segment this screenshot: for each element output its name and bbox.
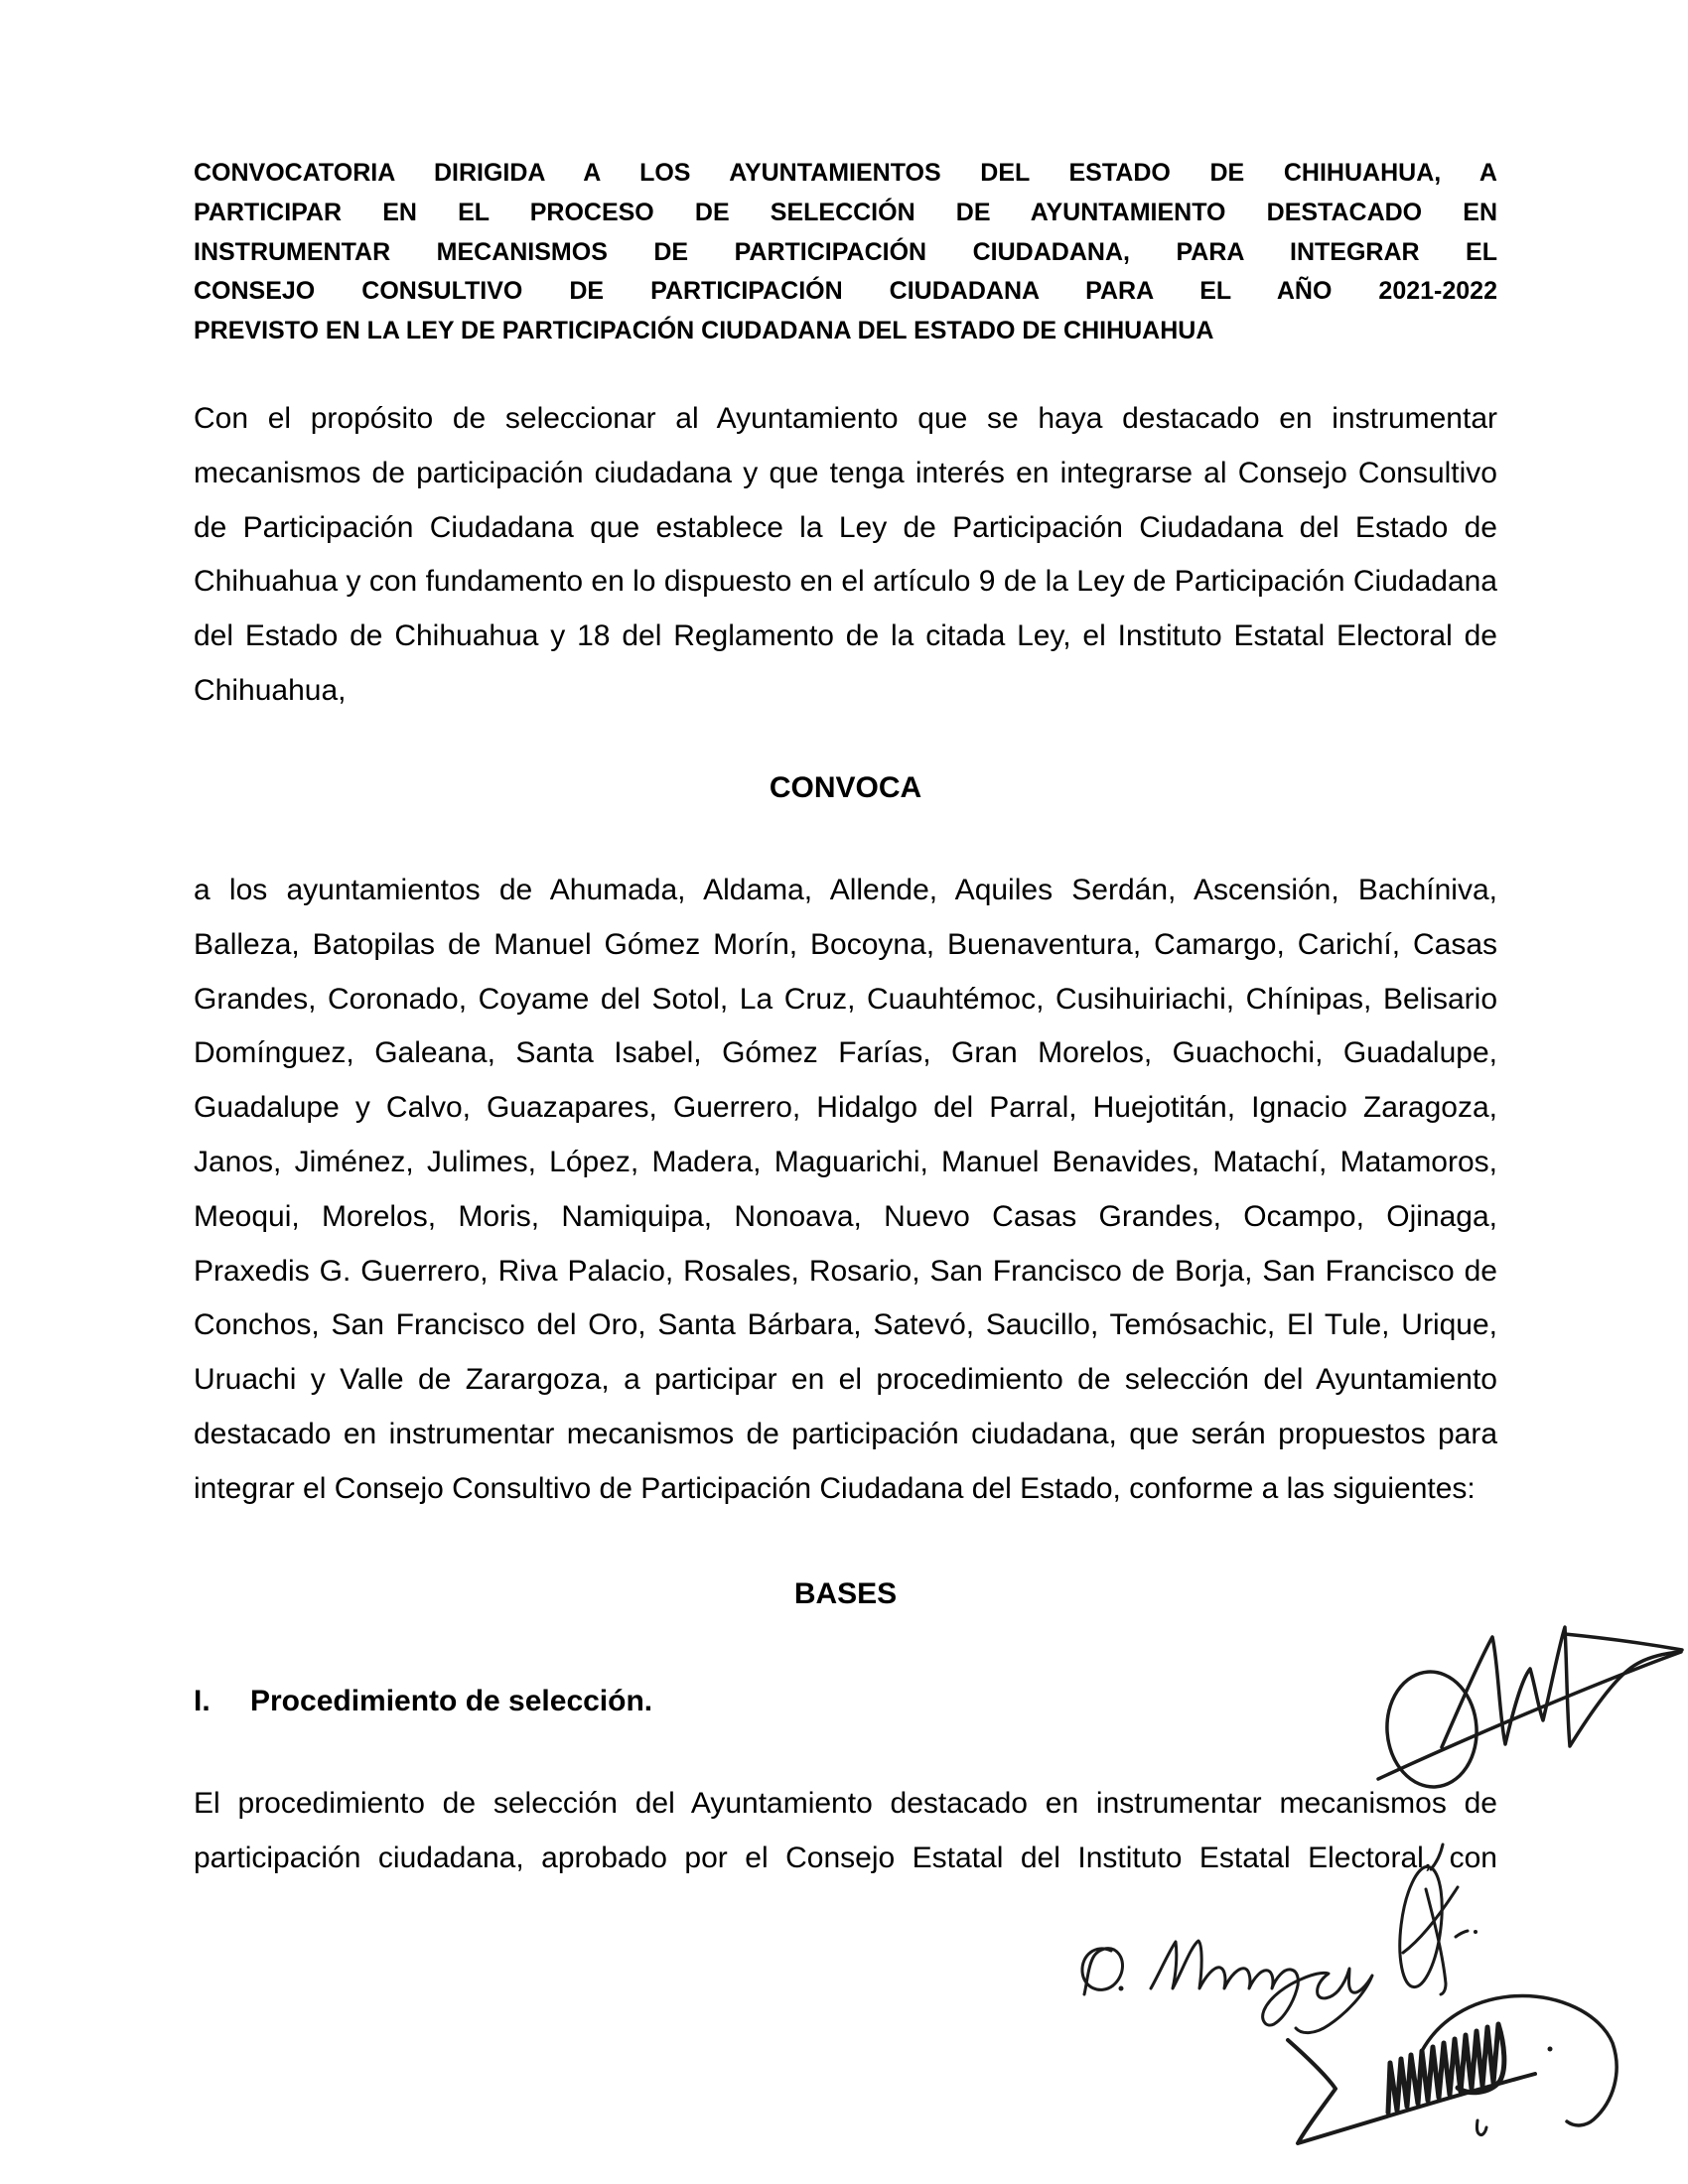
paragraph-line: Chihuahua, — [194, 673, 347, 707]
bases-heading: BASES — [793, 1577, 898, 1610]
paragraph-line: mecanismos de participación ciudadana y que tenga interés en integrarse al Consejo Consultivo — [194, 456, 1497, 489]
paragraph-line: Meoqui, Morelos, Moris, Namiquipa, Nonoava, Nuevo Casas Grandes, Ocampo, Ojinaga, — [194, 1199, 1497, 1233]
paragraph-line: Balleza, Batopilas de Manuel Gómez Morín, Bocoyna, Buenaventura, Camargo, Carichí, Casas — [194, 927, 1497, 961]
convoca-heading: CONVOCA — [769, 771, 922, 804]
title-line: PARTICIPAR EN EL PROCESO DE SELECCIÓN DE AYUNTAMIENTO DESTACADO EN — [194, 198, 1497, 226]
signature-rubric-bottom — [1288, 1996, 1617, 2143]
intro-paragraph — [194, 392, 1497, 719]
paragraph-line: de Participación Ciudadana que establece la Ley de Participación Ciudadana del Estado de — [194, 510, 1497, 544]
paragraph-line: El procedimiento de selección del Ayuntamiento destacado en instrumentar mecanismos de — [194, 1787, 1497, 1820]
title-line: CONSEJO CONSULTIVO DE PARTICIPACIÓN CIUDADANA PARA EL AÑO 2021-2022 — [194, 277, 1497, 306]
section-heading — [194, 1682, 1497, 1721]
paragraph-line: destacado en instrumentar mecanismos de participación ciudadana, que serán propuestos para — [194, 1417, 1497, 1450]
document-title — [194, 154, 1497, 351]
signature-handwritten-name — [1082, 1941, 1372, 2033]
paragraph-line: Chihuahua y con fundamento en lo dispuesto en el artículo 9 de la Ley de Participación Ciudadana — [194, 565, 1497, 599]
title-line: INSTRUMENTAR MECANISMOS DE PARTICIPACIÓN CIUDADANA, PARA INTEGRAR EL — [194, 237, 1497, 266]
paragraph-line: integrar el Consejo Consultivo de Participación Ciudadana del Estado, conforme a las siguientes: — [194, 1471, 1476, 1505]
title-line: PREVISTO EN LA LEY DE PARTICIPACIÓN CIUDADANA DEL ESTADO DE CHIHUAHUA — [194, 317, 1214, 345]
section-numeral: I. — [194, 1685, 211, 1717]
paragraph-line: Janos, Jiménez, Julimes, López, Madera, Maguarichi, Manuel Benavides, Matachí, Matamoros, — [194, 1145, 1497, 1178]
paragraph-line: Domínguez, Galeana, Santa Isabel, Gómez Farías, Gran Morelos, Guachochi, Guadalupe, — [194, 1036, 1497, 1070]
paragraph-line: del Estado de Chihuahua y 18 del Reglamento de la citada Ley, el Instituto Estatal Electoral de — [194, 619, 1497, 653]
paragraph-line: Uruachi y Valle de Zarargoza, a participar en el procedimiento de selección del Ayuntamiento — [194, 1363, 1497, 1397]
paragraph-line: Grandes, Coronado, Coyame del Sotol, La Cruz, Cuauhtémoc, Cusihuiriachi, Chínipas, Belisario — [194, 982, 1497, 1016]
paragraph-line: Con el propósito de seleccionar al Ayuntamiento que se haya destacado en instrumentar — [194, 402, 1497, 435]
paragraph-line: Praxedis G. Guerrero, Riva Palacio, Rosales, Rosario, San Francisco de Borja, San Francisco de — [194, 1254, 1497, 1288]
closing-paragraph — [194, 1777, 1497, 1886]
municipios-paragraph — [194, 864, 1497, 1517]
paragraph-line: Guadalupe y Calvo, Guazapares, Guerrero, Hidalgo del Parral, Huejotitán, Ignacio Zaragoza, — [194, 1091, 1497, 1125]
paragraph-line: a los ayuntamientos de Ahumada, Aldama, Allende, Aquiles Serdán, Ascensión, Bachíniva, — [194, 874, 1497, 906]
title-line: CONVOCATORIA DIRIGIDA A LOS AYUNTAMIENTOS DEL ESTADO DE CHIHUAHUA, A — [194, 159, 1497, 187]
section-title: Procedimiento de selección. — [250, 1685, 653, 1717]
paragraph-line: Conchos, San Francisco del Oro, Santa Bárbara, Satevó, Saucillo, Temósachic, El Tule, Urique, — [194, 1308, 1497, 1342]
paragraph-line: participación ciudadana, aprobado por el Consejo Estatal del Instituto Estatal Electoral, con — [194, 1841, 1497, 1874]
